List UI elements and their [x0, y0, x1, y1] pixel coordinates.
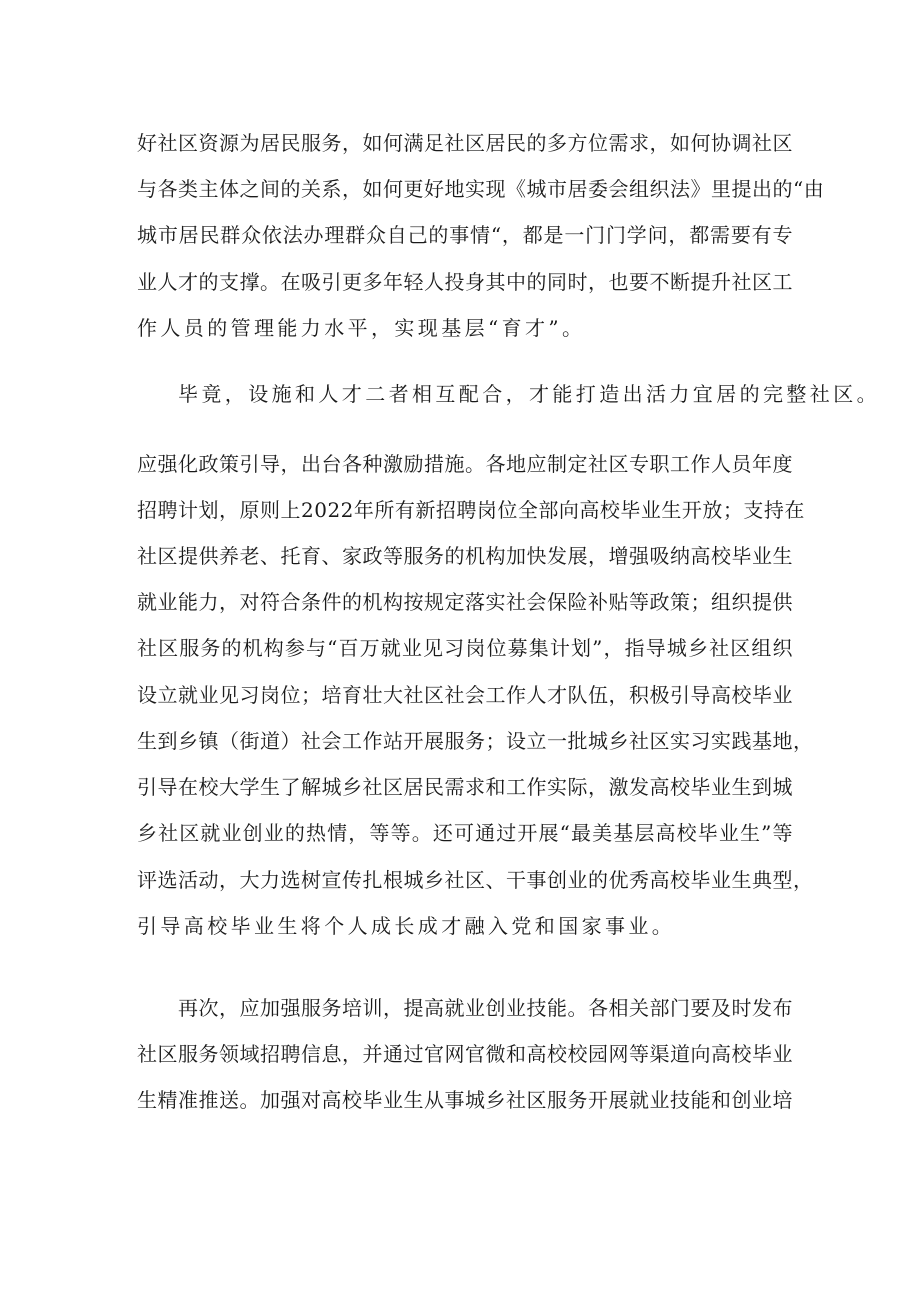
text-line: 设立就业见习岗位；培育壮大社区社会工作人才队伍，积极引导高校毕业 — [137, 683, 793, 707]
text-line: 引导高校毕业生将个人成长成才融入党和国家事业。 — [137, 914, 676, 938]
text-line: 城市居民群众依法办理群众自己的事情“，都是一门门学问，都需要有专 — [137, 223, 793, 247]
text-line: 招聘计划，原则上2022年所有新招聘岗位全部向高校毕业生开放；支持在 — [137, 498, 805, 522]
text-line: 引导在校大学生了解城乡社区居民需求和工作实际，激发高校毕业生到城 — [137, 775, 793, 799]
text-line: 社区服务领域招聘信息，并通过官网官微和高校校园网等渠道向高校毕业 — [137, 1042, 793, 1066]
text-line: 乡社区就业创业的热情，等等。还可通过开展“最美基层高校毕业生”等 — [137, 821, 793, 845]
text-line: 生精准推送。加强对高校毕业生从事城乡社区服务开展就业技能和创业培 — [137, 1088, 793, 1112]
text-line: 与各类主体之间的关系，如何更好地实现《城市居委会组织法》里提出的“由 — [137, 177, 825, 201]
text-line: 生到乡镇（街道）社会工作站开展服务；设立一批城乡社区实习实践基地， — [137, 729, 814, 753]
text-line: 作人员的管理能力水平，实现基层“育才”。 — [137, 316, 586, 340]
text-line: 评选活动，大力选树宣传扎根城乡社区、干事创业的优秀高校毕业生典型， — [137, 868, 814, 892]
text-line: 再次，应加强服务培训，提高就业创业技能。各相关部门要及时发布 — [178, 996, 793, 1020]
text-line: 毕竟，设施和人才二者相互配合，才能打造出活力宜居的完整社区。 — [178, 382, 880, 406]
text-line: 社区提供养老、托育、家政等服务的机构加快发展，增强吸纳高校毕业生 — [137, 544, 793, 568]
text-line: 业人才的支撑。在吸引更多年轻人投身其中的同时，也要不断提升社区工 — [137, 270, 793, 294]
text-line: 好社区资源为居民服务，如何满足社区居民的多方位需求，如何协调社区 — [137, 131, 793, 155]
text-line: 社区服务的机构参与“百万就业见习岗位募集计划”，指导城乡社区组织 — [137, 636, 793, 660]
text-line: 应强化政策引导，出台各种激励措施。各地应制定社区专职工作人员年度 — [137, 452, 793, 476]
text-line: 就业能力，对符合条件的机构按规定落实社会保险补贴等政策；组织提供 — [137, 590, 793, 614]
